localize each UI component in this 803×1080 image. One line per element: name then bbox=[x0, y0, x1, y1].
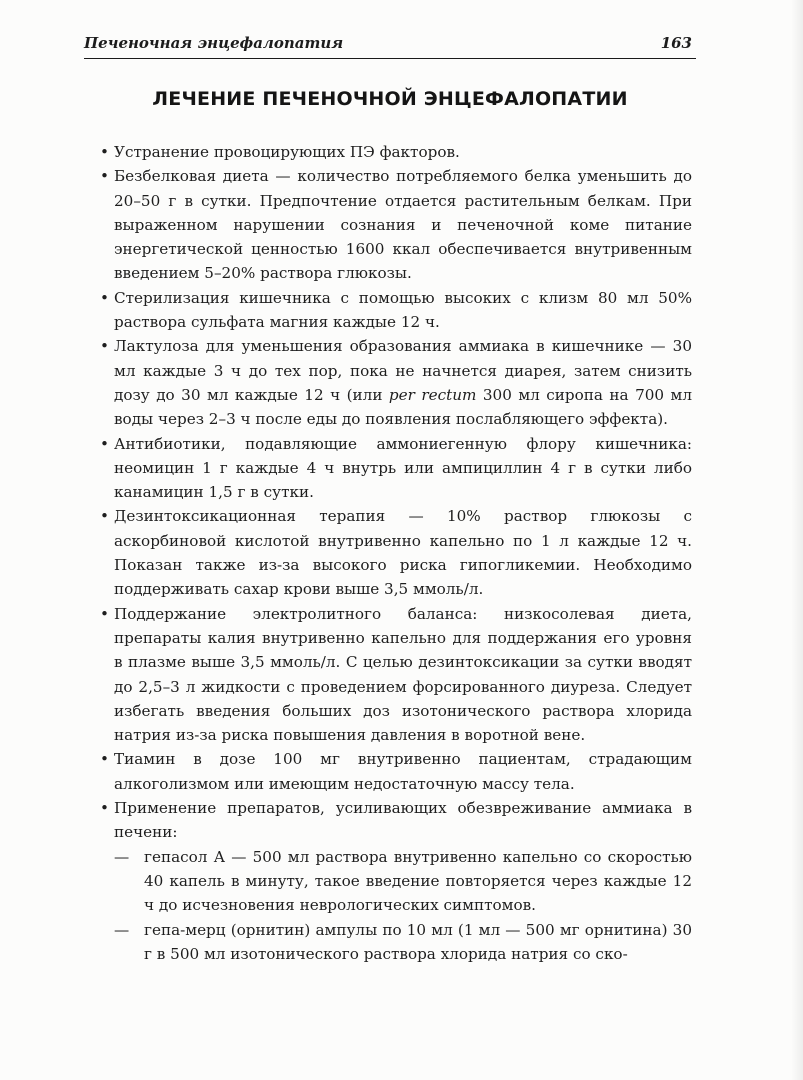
list-item-text: Антибиотики, подавляющие аммониегенную флору кишечника: неомицин 1 г каждые 4 ч внутрь или ампициллин 4 г в сутки либо канамицин 1,5 г в сутки. bbox=[114, 434, 692, 502]
list-item bbox=[100, 164, 692, 285]
page-header bbox=[84, 28, 696, 58]
body-text bbox=[100, 140, 692, 966]
bullet-marker: • bbox=[100, 337, 109, 356]
sub-list-item-text: гепасол А — 500 мл раствора внутривенно капельно со скоростью 40 капель в минуту, такое введение повторяется через каждые 12 ч до исчезновения неврологических симптомов. bbox=[144, 847, 692, 915]
list-item-text: Лактулоза для уменьшения образования аммиака в кишечнике — 30 мл каждые 3 ч до тех пор, пока не начнется диарея, затем снизить дозу до 30 мл каждые 12 ч (или bbox=[114, 337, 692, 404]
header-rule bbox=[84, 58, 696, 59]
sub-list bbox=[114, 845, 692, 966]
list-item bbox=[100, 286, 692, 335]
list-item-text: Применение препаратов, усиливающих обезвреживание аммиака в печени: bbox=[114, 799, 692, 842]
bullet-marker: • bbox=[100, 143, 109, 161]
bullet-marker: • bbox=[100, 604, 109, 623]
list-item bbox=[100, 334, 692, 431]
bullet-marker: • bbox=[100, 750, 109, 769]
list-item-text: 300 мл сиропа на 700 мл воды через 2–3 ч после еды до появления послабляющего эффекта). bbox=[114, 385, 692, 429]
list-item-text: Поддержание электролитного баланса: низкосолевая диета, препараты калия внутривенно капельно для поддержания его уровня в плазме выше 3,5 ммоль/л. С целью дезинтоксикации за сутки вводят до 2,5–3 л жидкости с проведением форсированного диуреза. Следует избегать введения больших доз изотонического раствора хлорида натрия из-за риска повышения давления в воротной вене. bbox=[114, 604, 692, 745]
bullet-marker: • bbox=[100, 288, 109, 307]
list-item bbox=[100, 504, 692, 601]
list-item-text: Безбелковая диета — количество потребляемого белка уменьшить до 20–50 г в сутки. Предпочтение отдается растительным белкам. При выраженном нарушении сознания и печеночной коме питание энергетической ценностью 1600 ккал обеспечивается внутривенным введением 5–20% раствора глюкозы. bbox=[114, 167, 692, 283]
dash-marker: — bbox=[114, 920, 130, 939]
list-item bbox=[100, 747, 692, 796]
bullet-marker: • bbox=[100, 799, 109, 818]
bullet-marker: • bbox=[100, 507, 109, 526]
sub-list-item bbox=[114, 845, 692, 918]
running-title: Печеночная энцефалопатия bbox=[84, 34, 344, 52]
sub-list-item bbox=[114, 918, 692, 967]
bullet-marker: • bbox=[100, 434, 109, 453]
treatment-list bbox=[100, 140, 692, 966]
list-item-text: Дезинтоксикационная терапия — 10% раствор глюкозы с аскорбиновой кислотой внутривенно капельно по 1 л каждые 12 ч. Показан также из-за высокого риска гипогликемии. Необходимо поддерживать сахар крови выше 3,5 ммоль/л. bbox=[114, 507, 692, 599]
list-item bbox=[100, 796, 692, 966]
bullet-marker: • bbox=[100, 167, 109, 186]
list-item bbox=[100, 140, 692, 164]
latin-term: per rectum bbox=[388, 385, 477, 404]
sub-list-item-text: гепа-мерц (орнитин) ампулы по 10 мл (1 мл — 500 мг орнитина) 30 г в 500 мл изотонического раствора хлорида натрия со ско- bbox=[144, 920, 692, 963]
list-item-text: Стерилизация кишечника с помощью высоких с клизм 80 мл 50% раствора сульфата магния каждые 12 ч. bbox=[114, 288, 692, 332]
section-heading: ЛЕЧЕНИЕ ПЕЧЕНОЧНОЙ ЭНЦЕФАЛОПАТИИ bbox=[152, 88, 628, 110]
list-item-text: Устранение провоцирующих ПЭ факторов. bbox=[114, 143, 460, 161]
dash-marker: — bbox=[114, 847, 130, 866]
scan-edge-shadow bbox=[791, 0, 803, 1080]
list-item-text: Тиамин в дозе 100 мг внутривенно пациентам, страдающим алкоголизмом или имеющим недостаточную массу тела. bbox=[114, 750, 692, 793]
list-item bbox=[100, 432, 692, 505]
list-item bbox=[100, 602, 692, 748]
page-number: 163 bbox=[660, 34, 692, 52]
